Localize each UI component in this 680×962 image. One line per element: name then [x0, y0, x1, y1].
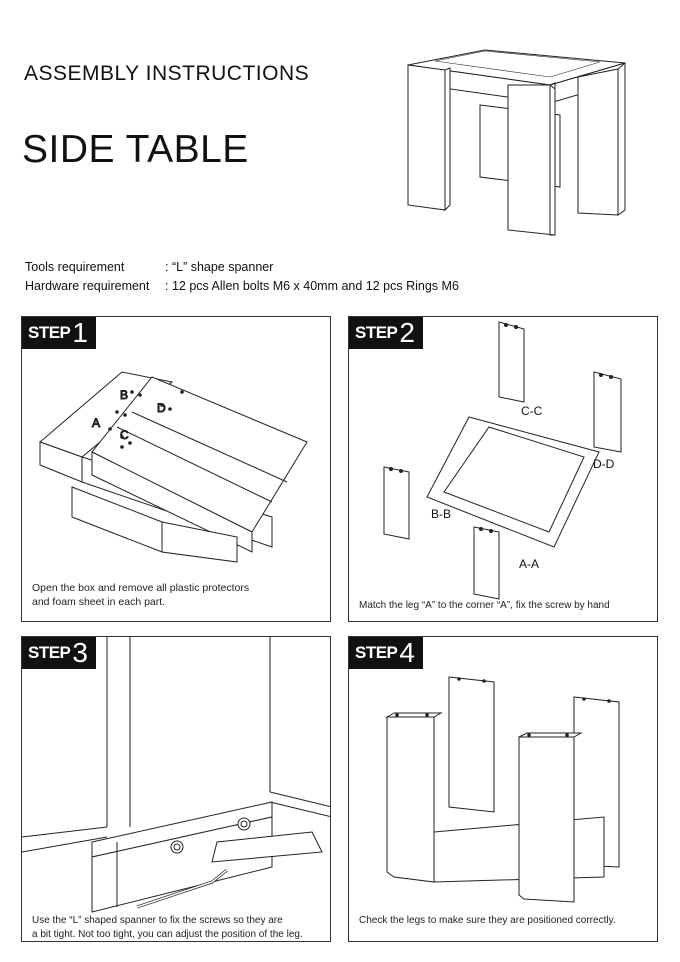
step-word: STEP [355, 323, 398, 342]
leg-label-dd: D-D [593, 457, 615, 471]
side-table-illustration [400, 45, 640, 245]
step-1-illustration [22, 317, 331, 622]
step-2-caption [359, 599, 610, 613]
step-4-illustration [349, 637, 658, 942]
tools-value: : “L” shape spanner [165, 260, 274, 274]
document-subtitle: ASSEMBLY INSTRUCTIONS [24, 62, 310, 85]
part-label-d: D [157, 401, 166, 415]
step-1-panel [21, 316, 331, 622]
step-3-badge [22, 637, 96, 669]
step-number: 1 [72, 317, 88, 348]
caption-line: Use the “L” shaped spanner to fix the screws so they are [32, 915, 283, 926]
step-word: STEP [355, 643, 398, 662]
caption-line: and foam sheet in each part. [32, 596, 166, 608]
step-word: STEP [28, 643, 71, 662]
step-3-illustration [22, 637, 331, 942]
tools-label: Tools requirement [25, 260, 125, 274]
step-2-panel [348, 316, 658, 622]
leg-label-cc: C-C [521, 404, 543, 418]
step-2-badge [349, 317, 423, 349]
step-number: 4 [399, 637, 415, 668]
hardware-label: Hardware requirement [25, 279, 150, 293]
leg-label-bb: B-B [431, 507, 452, 521]
step-4-panel [348, 636, 658, 942]
hardware-value: : 12 pcs Allen bolts M6 x 40mm and 12 pcs Rings M6 [165, 279, 459, 293]
part-label-c: C [120, 428, 129, 442]
step-word: STEP [28, 323, 71, 342]
caption-line: a bit tight. Not too tight, you can adjust the position of the leg. [32, 929, 303, 940]
hardware-requirement [25, 279, 459, 293]
step-4-badge [349, 637, 423, 669]
leg-label-aa: A-A [519, 557, 540, 571]
step-number: 2 [399, 317, 415, 348]
caption-line: Check the legs to make sure they are positioned correctly. [359, 915, 616, 926]
step-4-caption [359, 914, 616, 928]
caption-line: Open the box and remove all plastic protectors [32, 582, 250, 594]
part-label-b: B [120, 388, 129, 402]
step-1-caption [32, 581, 249, 609]
document-title: SIDE TABLE [22, 128, 249, 171]
step-number: 3 [72, 637, 88, 668]
tools-requirement [25, 260, 273, 274]
part-label-a: A [92, 416, 101, 430]
step-1-badge [22, 317, 96, 349]
caption-line: Match the leg “A” to the corner “A”, fix the screw by hand [359, 600, 610, 611]
step-3-panel [21, 636, 331, 942]
step-3-caption [32, 914, 303, 942]
